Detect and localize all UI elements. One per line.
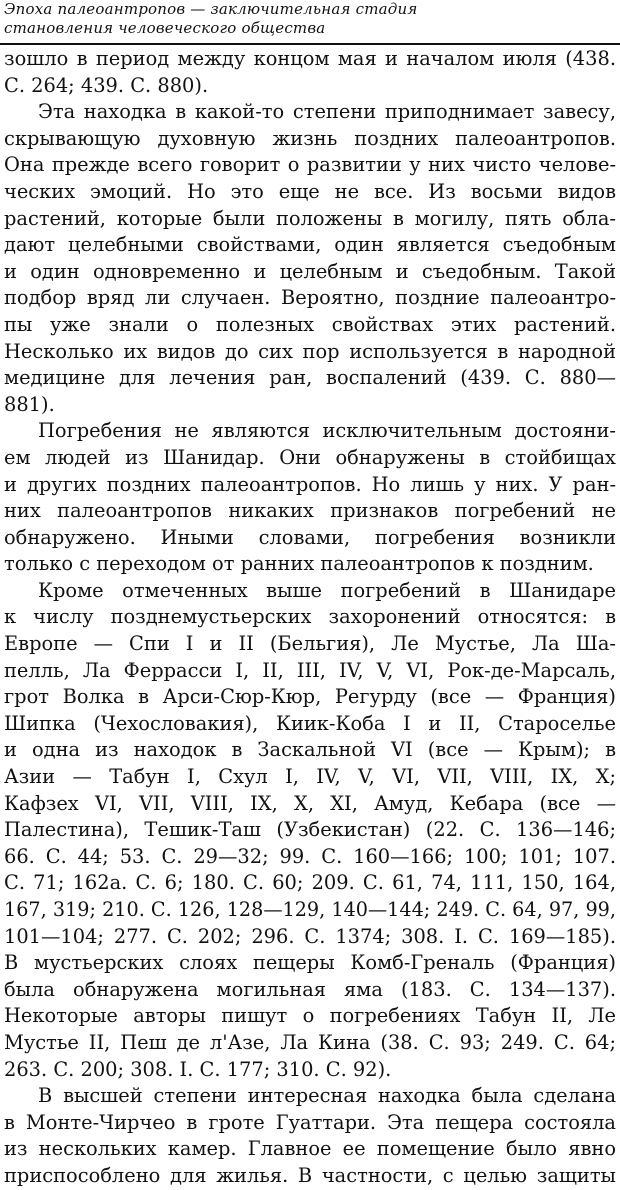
text-line: грот Волка в Арси-Сюр-Кюр, Регурду (все — Франция)	[4, 685, 616, 709]
text-line: Кроме отмеченных выше погребений в Шанидаре	[38, 578, 616, 602]
text-line: растений, которые были положены в могилу, пять обла-	[4, 206, 616, 230]
header-rule	[0, 43, 620, 45]
text-line: пы уже знали о полезных свойствах этих растений.	[4, 312, 616, 336]
text-line: подбор вряд ли случаен. Вероятно, поздние палеоантро-	[4, 286, 616, 310]
text-line: скрывающую духовную жизнь поздних палеоантропов.	[4, 126, 616, 150]
text-line: Мустье II, Пеш де л'Азе, Ла Кина (38. С. 93; 249. С. 64;	[4, 1030, 616, 1054]
text-line: 167, 319; 210. С. 126, 128—129, 140—144; 249. С. 64, 97, 99,	[4, 898, 616, 921]
text-line: ем людей из Шанидар. Они обнаружены в стойбищах	[4, 445, 616, 469]
text-line: В высшей степени интересная находка была сделана	[38, 1084, 616, 1108]
text-line: обнаружено. Иными словами, погребения возникли	[4, 525, 616, 549]
text-line: была обнаружена могильная яма (183. С. 134—137).	[4, 977, 616, 1001]
text-line: в Монте-Чирчео в гроте Гуаттари. Эта пещера состояла	[4, 1110, 616, 1134]
text-line: Азии — Табун I, Схул I, IV, V, VI, VII, VIII, IX, X;	[4, 765, 616, 789]
text-line: Погребения не являются исключительным достояни-	[38, 419, 616, 443]
text-line: Палестина), Тешик-Таш (Узбекистан) (22. С. 136—146;	[4, 818, 616, 842]
text-line: к числу позднемустьерских захоронений относятся: в	[4, 605, 616, 629]
text-line: С. 71; 162а. С. 6; 180. С. 60; 209. С. 61, 74, 111, 150, 164,	[4, 871, 616, 895]
running-head-line-1: Эпоха палеоантропов — заключительная стадия	[4, 0, 418, 18]
text-line: пелль, Ла Феррасси I, II, III, IV, V, VI, Рок-де-Марсаль,	[4, 658, 616, 682]
body-text	[4, 46, 616, 1190]
running-head	[4, 0, 616, 38]
text-line: Кафзех VI, VII, VIII, IX, X, XI, Амуд, Кебара (все —	[4, 791, 616, 815]
text-line: медицине для лечения ран, воспалений (439. С. 880—	[4, 366, 616, 390]
text-line: 101—104; 277. С. 202; 296. С. 1374; 308. I. С. 169—185).	[4, 924, 616, 948]
text-line: С. 264; 439. С. 880).	[4, 73, 209, 97]
text-line: 66. С. 44; 53. С. 29—32; 99. С. 160—166; 100; 101; 107.	[4, 844, 616, 868]
text-line: Европе — Спи I и II (Бельгия), Ле Мустье, Ла Ша-	[4, 632, 616, 656]
text-line: ческих эмоций. Но это еще не все. Из восьми видов	[4, 179, 616, 203]
text-line: из нескольких камер. Главное ее помещение было явно	[4, 1137, 616, 1161]
text-line: и других поздних палеоантропов. Но лишь у них. У ран-	[4, 472, 616, 496]
text-line: 881).	[4, 392, 55, 416]
text-line: Несколько их видов до сих пор используется в народной	[4, 339, 616, 363]
text-line: Некоторые авторы пишут о погребениях Табун II, Ле	[4, 1004, 616, 1028]
text-line: только с переходом от ранних палеоантропов к поздним.	[4, 552, 594, 576]
text-line: и одна из находок в Заскальной VI (все — Крым); в	[4, 738, 616, 762]
text-line: дают целебными свойствами, один является съедобным	[4, 233, 616, 257]
text-line: Шипка (Чехословакия), Киик-Коба I и II, Староселье	[4, 711, 616, 735]
text-line: них палеоантропов никаких признаков погребений не	[4, 499, 616, 523]
text-line: зошло в период между концом мая и началом июля (438.	[4, 47, 616, 70]
text-line: 263. С. 200; 308. I. С. 177; 310. С. 92).	[4, 1057, 392, 1081]
text-line: приспособлено для жилья. В частности, с целью защиты	[4, 1163, 616, 1187]
text-line: Эта находка в какой-то степени приподнимает завесу,	[38, 100, 616, 124]
text-line: Она прежде всего говорит о развитии у них чисто челове-	[4, 153, 616, 177]
running-head-line-2: становления человеческого общества	[4, 19, 326, 37]
text-line: и один одновременно и целебным и съедобным. Такой	[4, 259, 616, 283]
text-line: В мустьерских слоях пещеры Комб-Греналь (Франция)	[4, 951, 616, 975]
